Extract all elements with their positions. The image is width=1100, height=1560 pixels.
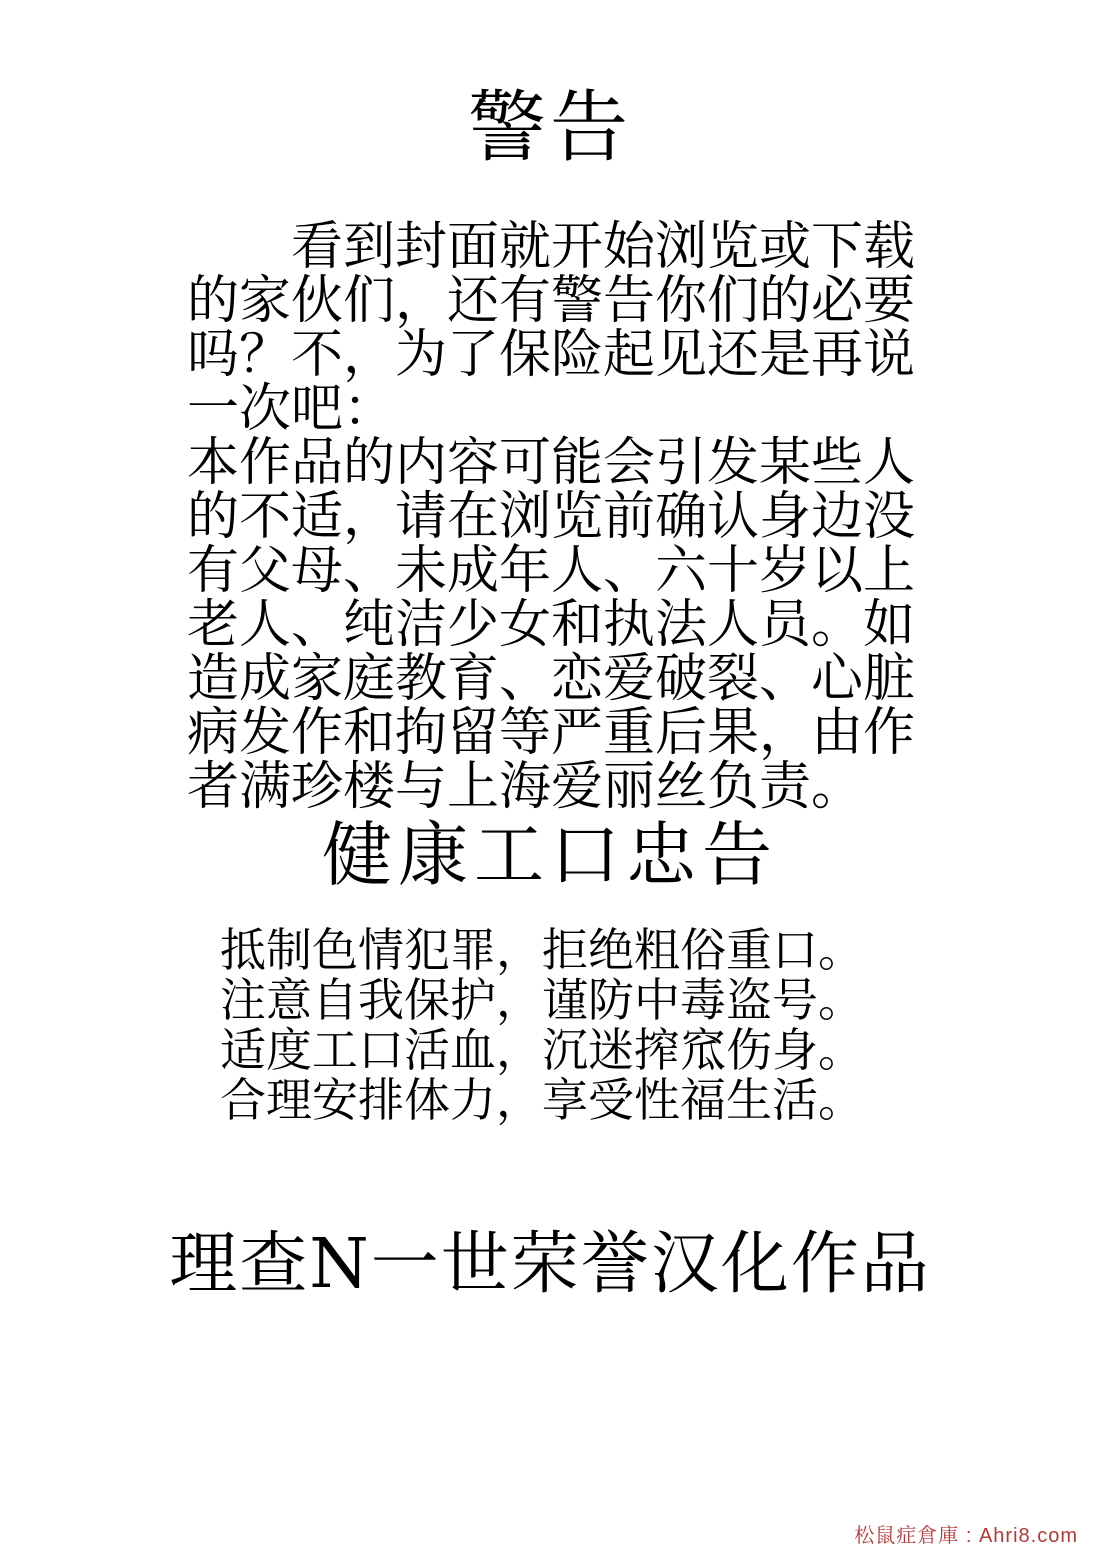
warning-body-line: 本作品的内容可能会引发某些人: [187, 433, 916, 493]
advice-line: 抵制色情犯罪，拒绝粗俗重口。: [220, 923, 864, 977]
credit-line: 理查N一世荣誉汉化作品: [169, 1225, 931, 1304]
advice-block: [220, 925, 920, 1125]
warning-intro-line: 看到封面就开始浏览或下载: [291, 217, 916, 277]
warning-body-line: 造成家庭教育、恋爱破裂、心脏: [187, 649, 916, 709]
advice-title: 健康工口忠告: [322, 814, 778, 896]
advice-line: 合理安排体力，享受性福生活。: [220, 1073, 864, 1127]
advice-line: 适度工口活血，沉迷搾窊伤身。: [220, 1023, 864, 1077]
warning-body-line: 病发作和拘留等严重后果，由作: [187, 703, 916, 763]
warning-body: [187, 433, 916, 817]
warning-intro-line: 的家伙们，还有警告你们的必要: [187, 271, 916, 331]
page-title: 警告: [467, 83, 632, 173]
warning-body-line: 老人、纯洁少女和执法人员。如: [187, 595, 916, 655]
advice-line: 注意自我保护，谨防中毒盗号。: [220, 973, 864, 1027]
warning-body-line: 有父母、未成年人、六十岁以上: [187, 541, 916, 601]
warning-body-line: 者满珍楼与上海爱丽丝负责。: [187, 757, 864, 817]
watermark: 松鼠症倉庫 : Ahri8.com: [854, 1525, 1078, 1547]
warning-body-line: 的不适，请在浏览前确认身边没: [187, 487, 916, 547]
warning-intro: [187, 217, 916, 439]
warning-intro-line: 一次吧：: [187, 379, 396, 439]
warning-intro-line: 吗？不，为了保险起见还是再说: [187, 325, 916, 385]
